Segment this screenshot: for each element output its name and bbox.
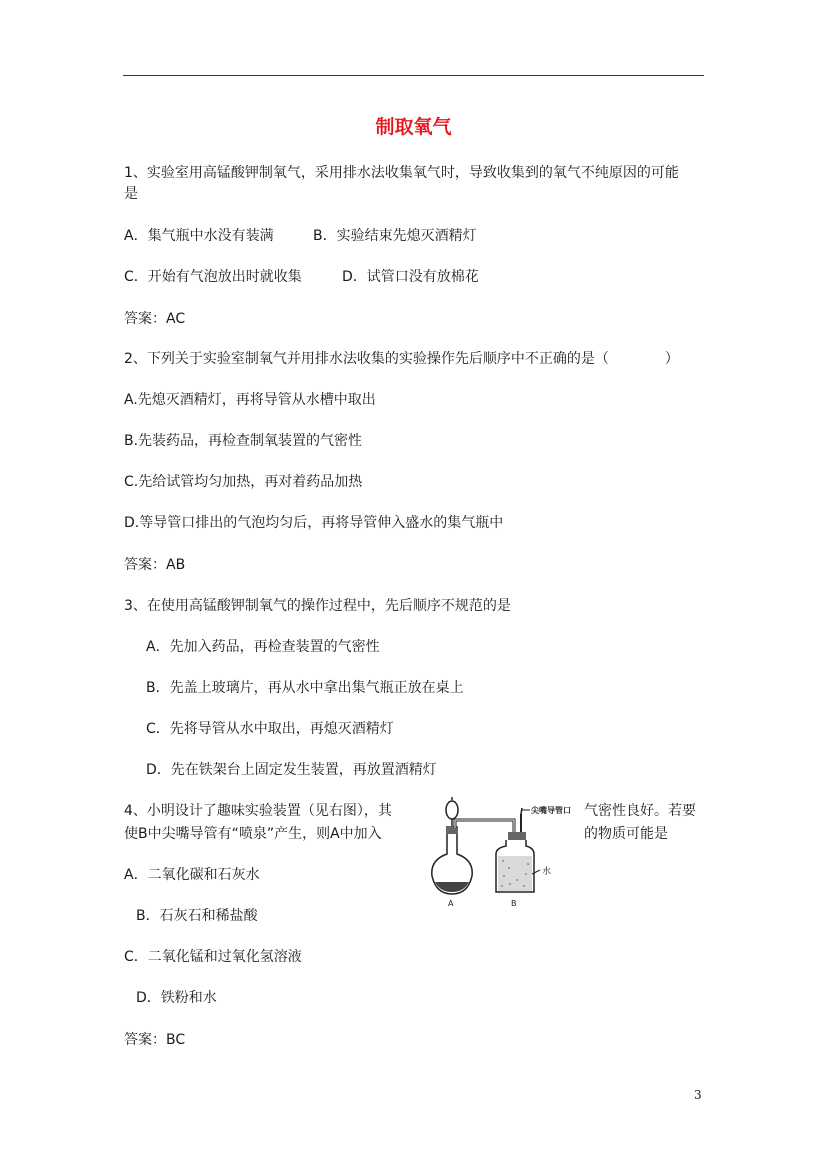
question-1-stem-line2: 是	[124, 186, 138, 202]
question-4-stem-right-2: 的物质可能是	[584, 826, 668, 842]
header-rule	[123, 75, 704, 76]
question-2-stem: 2、下列关于实验室制氧气并用排水法收集的实验操作先后顺序中不正确的是（ ）	[124, 351, 679, 367]
question-2-option-c: C.先给试管均匀加热，再对着药品加热	[124, 474, 363, 490]
question-1-stem	[124, 163, 704, 205]
question-4-stem-right-1: 气密性良好。若要	[584, 803, 696, 819]
question-1-option-d: D．试管口没有放棉花	[342, 269, 479, 285]
question-4-stem-left-2: 使B中尖嘴导管有“喷泉”产生，则A中加入	[124, 826, 382, 842]
question-3-option-c: C．先将导管从水中取出，再熄灭酒精灯	[146, 721, 394, 737]
apparatus-diagram	[418, 796, 578, 911]
question-1-stem-line1: 1、实验室用高锰酸钾制氧气，采用排水法收集氧气时，导致收集到的氧气不纯原因的可能	[124, 165, 679, 181]
question-2-option-a: A.先熄灭酒精灯，再将导管从水槽中取出	[124, 392, 376, 408]
question-4-stem-left-1: 4、小明设计了趣味实验装置（见右图），其	[124, 803, 392, 819]
question-1-answer: 答案：AC	[124, 311, 186, 327]
question-1-option-a: A．集气瓶中水没有装满	[124, 228, 274, 244]
apparatus-figure	[418, 796, 578, 911]
question-2-option-b: B.先装药品，再检查制氧装置的气密性	[124, 433, 363, 449]
label-nozzle: 尖嘴导管口	[531, 806, 571, 815]
label-bottle-b: B	[511, 899, 517, 908]
question-2-answer: 答案：AB	[124, 557, 186, 573]
label-flask-a: A	[448, 899, 454, 908]
question-3-option-d: D．先在铁架台上固定发生装置，再放置酒精灯	[146, 762, 437, 778]
page-number: 3	[694, 1088, 702, 1102]
question-4-option-a: A．二氧化碳和石灰水	[124, 867, 260, 883]
dropping-funnel-bulb	[446, 801, 458, 819]
question-4-option-d: D．铁粉和水	[136, 990, 217, 1006]
question-1-option-b: B．实验结束先熄灭酒精灯	[313, 228, 477, 244]
question-4-option-b: B．石灰石和稀盐酸	[136, 908, 258, 924]
page-title: 制取氧气	[375, 116, 452, 138]
question-2-option-d: D.等导管口排出的气泡均匀后，再将导管伸入盛水的集气瓶中	[124, 515, 504, 531]
stopper-b	[508, 832, 526, 840]
question-4-answer: 答案：BC	[124, 1032, 186, 1048]
question-3-option-b: B．先盖上玻璃片，再从水中拿出集气瓶正放在桌上	[146, 680, 464, 696]
question-3-stem: 3、在使用高锰酸钾制氧气的操作过程中，先后顺序不规范的是	[124, 598, 511, 614]
question-4-option-c: C．二氧化锰和过氧化氢溶液	[124, 949, 302, 965]
question-1-option-c: C．开始有气泡放出时就收集	[124, 269, 302, 285]
label-water: 水	[542, 867, 552, 877]
question-3-option-a: A．先加入药品，再检查装置的气密性	[146, 639, 380, 655]
